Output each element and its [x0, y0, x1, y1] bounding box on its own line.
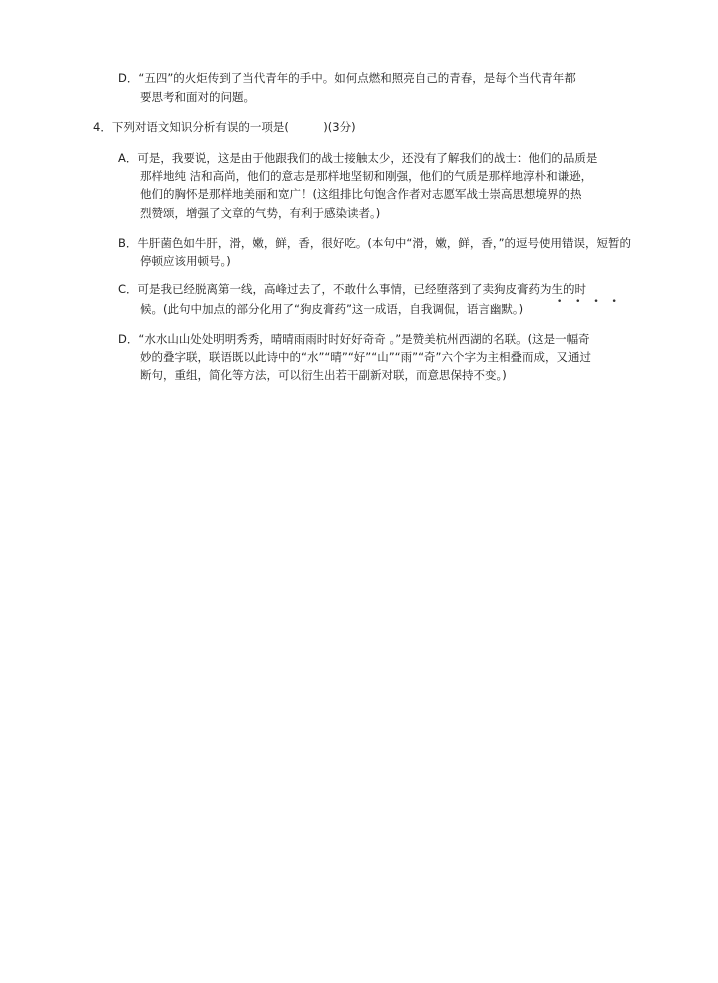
option-a-line-4: 烈赞颂，增强了文章的气势，有利于感染读者。) — [140, 206, 381, 220]
option-b-line-1: B．牛肝菌色如牛肝，滑，嫩，鲜，香，很好吃。(本句中“滑，嫩，鲜，香，”的逗号使用错误，短暂的 — [118, 236, 632, 250]
emphasis-dots: • • • • — [557, 297, 622, 307]
option-d-line-3: 断句，重组，简化等方法，可以衍生出若干副新对联，而意思保持不变。) — [140, 368, 507, 382]
option-d-line-2: 妙的叠字联，联语既以此诗中的“水”“晴”“好”“山”“雨”“奇”六个字为主相叠而成，又通过 — [140, 350, 591, 364]
option-c-line-2: 候。(此句中加点的部分化用了“狗皮膏药”这一成语，自我调侃，语言幽默。) — [140, 302, 524, 316]
option-d-line-1: D．“水水山山处处明明秀秀，晴晴雨雨时时好好奇奇 。”是赞美杭州西湖的名联。(这是一幅奇 — [118, 332, 590, 346]
option-a-line-2: 那样地纯 洁和高尚，他们的意志是那样地坚韧和刚强，他们的气质是那样地淳朴和谦逊， — [140, 169, 593, 183]
question-4-title: 4．下列对语文知识分析有误的一项是( )(3分) — [93, 120, 356, 134]
option-a-line-3: 他们的胸怀是那样地美丽和宽广！(这组排比句饱含作者对志愿军战士崇高思想境界的热 — [140, 187, 582, 201]
option-a-line-1: A．可是，我要说，这是由于他跟我们的战士接触太少，还没有了解我们的战士：他们的品质是 — [118, 151, 598, 165]
option-b-line-2: 停顿应该用顿号。) — [140, 254, 231, 268]
prev-option-d-line-2: 要思考和面对的问题。 — [140, 90, 255, 104]
option-c-line-1: C．可是我已经脱离第一线，高峰过去了，不敢什么事情，已经堕落到了卖狗皮膏药为生的时 — [118, 282, 587, 296]
prev-option-d-line-1: D．“五四”的火炬传到了当代青年的手中。如何点燃和照亮自己的青春，是每个当代青年都 — [118, 71, 576, 85]
